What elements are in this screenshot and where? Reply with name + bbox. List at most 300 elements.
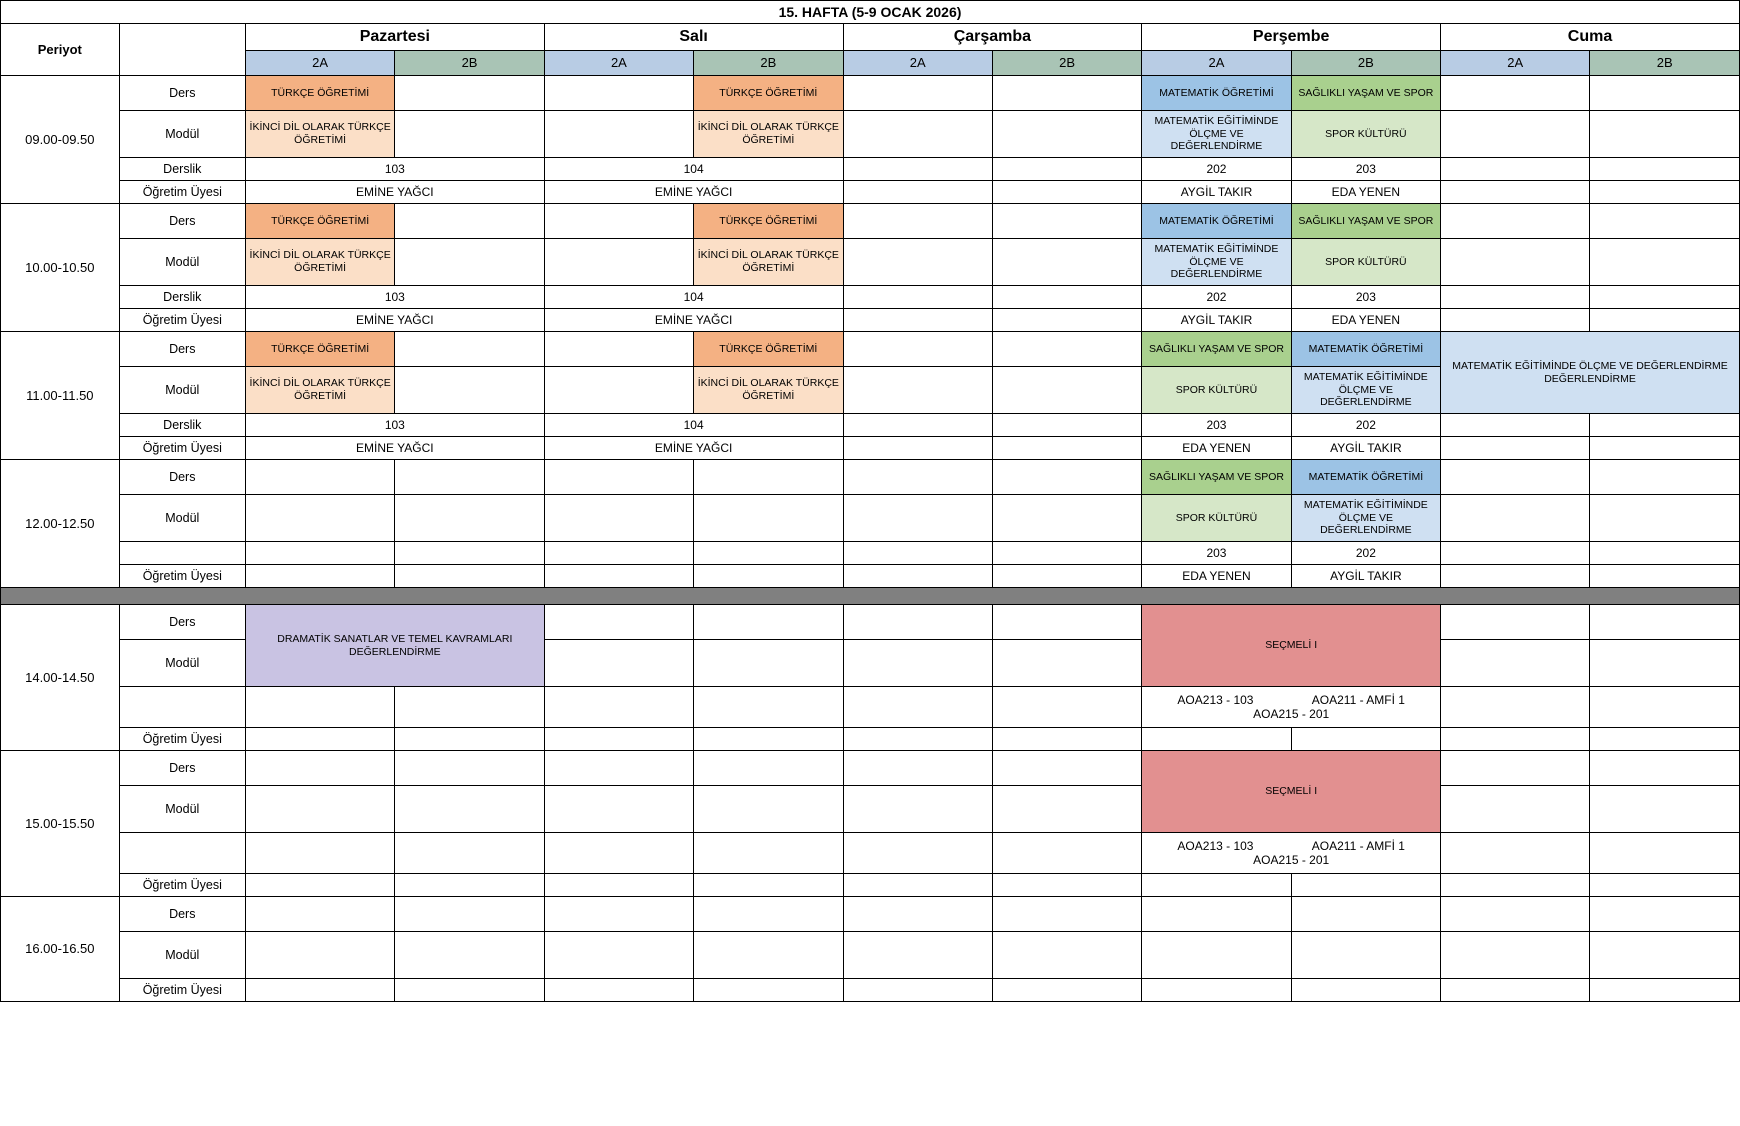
cell-fri2b-derslik-0900	[1590, 158, 1740, 181]
cell-tue2b-modul-1000: İKİNCİ DİL OLARAK TÜRKÇE ÖĞRETİMİ	[694, 239, 843, 286]
cell-wed2b-derslik-1500	[992, 833, 1141, 874]
cell-tue2a-modul-1600	[544, 932, 693, 979]
cell-fri2b-ders-0900	[1590, 76, 1740, 111]
cell-fri2a-ders-1200	[1441, 460, 1590, 495]
cell-thu2b-ogretim-1200: AYGİL TAKIR	[1291, 565, 1440, 588]
cell-mon2b-modul-1000	[395, 239, 544, 286]
slot-0900-derslik-row	[1, 158, 1740, 181]
cell-tue2b-modul-1600	[694, 932, 843, 979]
cell-fri2b-modul-0900	[1590, 111, 1740, 158]
slot-1500-ogretim-row	[1, 874, 1740, 897]
cell-tue2b-ders-1200	[694, 460, 843, 495]
cell-wed2a-ogretim-0900	[843, 181, 992, 204]
rowlabel-ders: Ders	[119, 332, 245, 367]
cell-fri2b-derslik-1400	[1590, 687, 1740, 728]
cell-wed2a-ders-1200	[843, 460, 992, 495]
code-aoa211-1400: AOA211 - AMFİ 1	[1311, 692, 1405, 707]
slot-1100-ders-row	[1, 332, 1740, 367]
rowlabel-derslik: Derslik	[119, 158, 245, 181]
time-label-1600: 16.00-16.50	[1, 897, 120, 1002]
day-header-persembe: Perşembe	[1142, 24, 1441, 51]
cell-wed2a-modul-1100	[843, 367, 992, 414]
slot-0900-ders-row	[1, 76, 1740, 111]
cell-thu2b-ders-1100: MATEMATİK ÖĞRETİMİ	[1291, 332, 1440, 367]
cell-tue2b-ogretim-1500	[694, 874, 843, 897]
rowlabel-ders: Ders	[119, 460, 245, 495]
cell-wed2a-ogretim-1400	[843, 728, 992, 751]
cell-thu2b-ders-1000: SAĞLIKLI YAŞAM VE SPOR	[1291, 204, 1440, 239]
cell-tue2a-ogretim-1600	[544, 979, 693, 1002]
cell-fri2a-modul-1500	[1441, 786, 1590, 833]
rowlabel-modul: Modül	[119, 367, 245, 414]
page-title: 15. HAFTA (5-9 OCAK 2026)	[1, 1, 1740, 24]
cell-thu2a-ogretim-1500	[1142, 874, 1291, 897]
cell-thu2a-modul-1100: SPOR KÜLTÜRÜ	[1142, 367, 1291, 414]
cell-thu2b-ders-1600	[1291, 897, 1440, 932]
cell-thu2b-ogretim-0900: EDA YENEN	[1291, 181, 1440, 204]
slot-1400-ders-row	[1, 605, 1740, 640]
rowlabel-empty-1400	[119, 687, 245, 728]
cell-mon2b-modul-1200	[395, 495, 544, 542]
cell-tue2a-modul-1200	[544, 495, 693, 542]
cell-thu-ders-1400: SEÇMELİ I	[1142, 605, 1441, 687]
cell-tue2b-ders-1000: TÜRKÇE ÖĞRETİMİ	[694, 204, 843, 239]
cell-fri2a-derslik-1100	[1441, 414, 1590, 437]
cell-thu2b-modul-1000: SPOR KÜLTÜRÜ	[1291, 239, 1440, 286]
cell-wed2b-ogretim-1200	[992, 565, 1141, 588]
rowlabel-ders: Ders	[119, 897, 245, 932]
slot-1400-ogretim-row	[1, 728, 1740, 751]
cell-thu2a-ogretim-1200: EDA YENEN	[1142, 565, 1291, 588]
cell-mon-ogretim-1100: EMİNE YAĞCI	[245, 437, 544, 460]
cell-mon2a-modul-0900: İKİNCİ DİL OLARAK TÜRKÇE ÖĞRETİMİ	[245, 111, 394, 158]
cell-fri2b-derslik-1200	[1590, 542, 1740, 565]
cell-wed2a-ogretim-1600	[843, 979, 992, 1002]
cell-wed2a-modul-1500	[843, 786, 992, 833]
cell-wed2b-modul-1600	[992, 932, 1141, 979]
cell-wed2a-derslik-1400	[843, 687, 992, 728]
cell-fri2a-ogretim-0900	[1441, 181, 1590, 204]
cell-thu2b-derslik-1000: 203	[1291, 286, 1440, 309]
slot-1200-ders-row	[1, 460, 1740, 495]
slot-0900-modul-row	[1, 111, 1740, 158]
cell-wed2b-ogretim-1000	[992, 309, 1141, 332]
rowlabel-ders: Ders	[119, 605, 245, 640]
rowlabel-empty-1500	[119, 833, 245, 874]
cell-wed2b-ders-1000	[992, 204, 1141, 239]
cell-thu2b-derslik-0900: 203	[1291, 158, 1440, 181]
slot-1000-ders-row	[1, 204, 1740, 239]
cell-tue-ogretim-1100: EMİNE YAĞCI	[544, 437, 843, 460]
cell-wed2a-ders-1500	[843, 751, 992, 786]
cell-fri2b-modul-1500	[1590, 786, 1740, 833]
cell-wed2a-derslik-0900	[843, 158, 992, 181]
cell-tue-ogretim-0900: EMİNE YAĞCI	[544, 181, 843, 204]
cell-mon2b-ders-1100	[395, 332, 544, 367]
cell-mon2b-ders-1600	[395, 897, 544, 932]
cell-tue2a-ogretim-1400	[544, 728, 693, 751]
slot-1100-ogretim-row	[1, 437, 1740, 460]
cell-wed2a-derslik-1500	[843, 833, 992, 874]
cell-tue2a-ders-1100	[544, 332, 693, 367]
cell-mon2a-ogretim-1600	[245, 979, 394, 1002]
cell-mon2a-ders-0900: TÜRKÇE ÖĞRETİMİ	[245, 76, 394, 111]
cell-thu2a-modul-1600	[1142, 932, 1291, 979]
slot-1200-derslik-row	[1, 542, 1740, 565]
day-header-cuma: Cuma	[1441, 24, 1740, 51]
cell-tue2a-ders-1000	[544, 204, 693, 239]
time-label-1100: 11.00-11.50	[1, 332, 120, 460]
cell-tue2a-modul-1000	[544, 239, 693, 286]
periyot-header: Periyot	[1, 24, 120, 76]
cell-fri2b-modul-1000	[1590, 239, 1740, 286]
cell-tue2b-modul-1500	[694, 786, 843, 833]
cell-mon-derslik-0900: 103	[245, 158, 544, 181]
cell-thu-codes-1500	[1142, 833, 1441, 874]
cell-mon2a-derslik-1200	[245, 542, 394, 565]
cell-mon2a-modul-1500	[245, 786, 394, 833]
cell-mon2b-derslik-1200	[395, 542, 544, 565]
slot-1100-derslik-row	[1, 414, 1740, 437]
title-row	[1, 1, 1740, 24]
cell-wed2a-derslik-1100	[843, 414, 992, 437]
cell-wed2b-ogretim-1500	[992, 874, 1141, 897]
cell-thu2a-derslik-1000: 202	[1142, 286, 1291, 309]
cell-tue2b-derslik-1200	[694, 542, 843, 565]
cell-mon-derslik-1100: 103	[245, 414, 544, 437]
cell-wed2a-ders-1400	[843, 605, 992, 640]
slot-1000-modul-row	[1, 239, 1740, 286]
cell-thu2b-modul-1200: MATEMATİK EĞİTİMİNDE ÖLÇME VE DEĞERLENDİRME	[1291, 495, 1440, 542]
code-aoa215-1400: AOA215 - 201	[1253, 707, 1330, 721]
cell-fri2a-modul-1400	[1441, 640, 1590, 687]
cell-tue2a-modul-1100	[544, 367, 693, 414]
cell-tue2b-ders-1400	[694, 605, 843, 640]
cell-mon2a-ogretim-1400	[245, 728, 394, 751]
cell-thu2a-ders-1600	[1142, 897, 1291, 932]
slot-0900-ogretim-row	[1, 181, 1740, 204]
rowlabel-ogretim: Öğretim Üyesi	[119, 437, 245, 460]
cell-wed2b-ogretim-1400	[992, 728, 1141, 751]
cell-thu2a-derslik-0900: 202	[1142, 158, 1291, 181]
cell-tue2a-ders-1600	[544, 897, 693, 932]
cell-fri2b-modul-1400	[1590, 640, 1740, 687]
section-header-carsamba-2a: 2A	[843, 51, 992, 76]
lunch-separator-row	[1, 588, 1740, 605]
day-header-pazartesi: Pazartesi	[245, 24, 544, 51]
slot-1200-modul-row	[1, 495, 1740, 542]
cell-fri2b-ders-1000	[1590, 204, 1740, 239]
cell-tue2a-derslik-1500	[544, 833, 693, 874]
cell-fri2a-ogretim-1600	[1441, 979, 1590, 1002]
section-header-sali-2a: 2A	[544, 51, 693, 76]
cell-wed2b-derslik-1000	[992, 286, 1141, 309]
cell-wed2b-ogretim-1100	[992, 437, 1141, 460]
cell-tue2a-ders-1500	[544, 751, 693, 786]
cell-tue2b-ders-1600	[694, 897, 843, 932]
cell-tue-ogretim-1000: EMİNE YAĞCI	[544, 309, 843, 332]
rowlabel-ogretim: Öğretim Üyesi	[119, 979, 245, 1002]
cell-mon2b-ders-0900	[395, 76, 544, 111]
time-label-1400: 14.00-14.50	[1, 605, 120, 751]
cell-wed2b-ders-1600	[992, 897, 1141, 932]
cell-wed2b-ders-0900	[992, 76, 1141, 111]
cell-fri2a-ders-1000	[1441, 204, 1590, 239]
cell-thu2a-ogretim-1400	[1142, 728, 1291, 751]
slot-1000-derslik-row	[1, 286, 1740, 309]
cell-tue-derslik-1100: 104	[544, 414, 843, 437]
cell-thu-ders-1500: SEÇMELİ I	[1142, 751, 1441, 833]
cell-fri2a-ders-1600	[1441, 897, 1590, 932]
rowlabel-ders: Ders	[119, 204, 245, 239]
cell-fri2b-ders-1200	[1590, 460, 1740, 495]
cell-fri2a-ogretim-1400	[1441, 728, 1590, 751]
cell-fri2a-derslik-1500	[1441, 833, 1590, 874]
cell-mon2a-ders-1200	[245, 460, 394, 495]
cell-thu2b-ogretim-1100: AYGİL TAKIR	[1291, 437, 1440, 460]
cell-fri2a-ogretim-1100	[1441, 437, 1590, 460]
day-header-sali: Salı	[544, 24, 843, 51]
cell-fri2b-ogretim-1400	[1590, 728, 1740, 751]
cell-fri-ders-1100: MATEMATİK EĞİTİMİNDE ÖLÇME VE DEĞERLENDİRME DEĞERLENDİRME	[1441, 332, 1740, 414]
cell-wed2b-modul-0900	[992, 111, 1141, 158]
cell-thu2a-modul-0900: MATEMATİK EĞİTİMİNDE ÖLÇME VE DEĞERLENDİRME	[1142, 111, 1291, 158]
cell-wed2a-modul-1000	[843, 239, 992, 286]
cell-mon-ogretim-0900: EMİNE YAĞCI	[245, 181, 544, 204]
cell-thu2a-derslik-1200: 203	[1142, 542, 1291, 565]
cell-thu2b-ogretim-1500	[1291, 874, 1440, 897]
rowlabel-modul: Modül	[119, 239, 245, 286]
cell-mon2b-ogretim-1500	[395, 874, 544, 897]
cell-mon2a-ders-1500	[245, 751, 394, 786]
cell-wed2b-modul-1200	[992, 495, 1141, 542]
cell-mon2b-modul-1600	[395, 932, 544, 979]
rowlabel-modul: Modül	[119, 786, 245, 833]
cell-tue2a-derslik-1200	[544, 542, 693, 565]
cell-fri2a-ogretim-1000	[1441, 309, 1590, 332]
cell-thu2a-ogretim-1000: AYGİL TAKIR	[1142, 309, 1291, 332]
cell-thu2b-derslik-1100: 202	[1291, 414, 1440, 437]
cell-wed2a-modul-1400	[843, 640, 992, 687]
rowlabel-modul: Modül	[119, 495, 245, 542]
cell-tue2b-ogretim-1600	[694, 979, 843, 1002]
cell-mon2a-modul-1600	[245, 932, 394, 979]
rowlabel-ogretim: Öğretim Üyesi	[119, 565, 245, 588]
rowlabel-modul: Modül	[119, 640, 245, 687]
cell-wed2b-modul-1400	[992, 640, 1141, 687]
time-label-1000: 10.00-10.50	[1, 204, 120, 332]
cell-wed2a-ogretim-1500	[843, 874, 992, 897]
rowlabel-ogretim: Öğretim Üyesi	[119, 309, 245, 332]
cell-wed2b-ogretim-0900	[992, 181, 1141, 204]
cell-thu2a-modul-1200: SPOR KÜLTÜRÜ	[1142, 495, 1291, 542]
cell-thu2b-derslik-1200: 202	[1291, 542, 1440, 565]
code-aoa211-1500: AOA211 - AMFİ 1	[1311, 838, 1405, 853]
slot-1400-derslik-row	[1, 687, 1740, 728]
cell-wed2a-modul-0900	[843, 111, 992, 158]
cell-thu2a-ders-1200: SAĞLIKLI YAŞAM VE SPOR	[1142, 460, 1291, 495]
rowlabel-modul: Modül	[119, 932, 245, 979]
rowlabel-modul: Modül	[119, 111, 245, 158]
cell-tue2a-modul-1500	[544, 786, 693, 833]
time-label-0900: 09.00-09.50	[1, 76, 120, 204]
rowlabel-ogretim: Öğretim Üyesi	[119, 728, 245, 751]
cell-thu2b-modul-1100: MATEMATİK EĞİTİMİNDE ÖLÇME VE DEĞERLENDİRME	[1291, 367, 1440, 414]
cell-wed2b-modul-1500	[992, 786, 1141, 833]
cell-wed2a-modul-1600	[843, 932, 992, 979]
cell-thu2b-ogretim-1000: EDA YENEN	[1291, 309, 1440, 332]
cell-tue2b-modul-1400	[694, 640, 843, 687]
cell-mon-ogretim-1000: EMİNE YAĞCI	[245, 309, 544, 332]
cell-fri2b-derslik-1100	[1590, 414, 1740, 437]
cell-tue2a-ogretim-1200	[544, 565, 693, 588]
cell-thu2a-modul-1000: MATEMATİK EĞİTİMİNDE ÖLÇME VE DEĞERLENDİRME	[1142, 239, 1291, 286]
cell-mon2b-derslik-1500	[395, 833, 544, 874]
slot-1500-ders-row	[1, 751, 1740, 786]
cell-tue2b-modul-1200	[694, 495, 843, 542]
cell-wed2b-ders-1200	[992, 460, 1141, 495]
section-header-cuma-2a: 2A	[1441, 51, 1590, 76]
rowlabel-derslik: Derslik	[119, 414, 245, 437]
cell-fri2a-ders-1500	[1441, 751, 1590, 786]
cell-fri2b-ogretim-1000	[1590, 309, 1740, 332]
cell-wed2a-ogretim-1100	[843, 437, 992, 460]
section-header-persembe-2b: 2B	[1291, 51, 1440, 76]
cell-fri2a-ders-1400	[1441, 605, 1590, 640]
cell-mon2a-modul-1100: İKİNCİ DİL OLARAK TÜRKÇE ÖĞRETİMİ	[245, 367, 394, 414]
cell-tue2b-modul-1100: İKİNCİ DİL OLARAK TÜRKÇE ÖĞRETİMİ	[694, 367, 843, 414]
cell-fri2b-derslik-1000	[1590, 286, 1740, 309]
cell-wed2b-modul-1000	[992, 239, 1141, 286]
cell-wed2a-ders-1600	[843, 897, 992, 932]
cell-wed2a-derslik-1200	[843, 542, 992, 565]
cell-mon2a-ogretim-1200	[245, 565, 394, 588]
cell-tue2b-ogretim-1400	[694, 728, 843, 751]
cell-fri2b-ders-1500	[1590, 751, 1740, 786]
slot-1200-ogretim-row	[1, 565, 1740, 588]
section-header-pazartesi-2a: 2A	[245, 51, 394, 76]
cell-tue2b-ders-0900: TÜRKÇE ÖĞRETİMİ	[694, 76, 843, 111]
cell-tue2b-modul-0900: İKİNCİ DİL OLARAK TÜRKÇE ÖĞRETİMİ	[694, 111, 843, 158]
cell-mon2b-derslik-1400	[395, 687, 544, 728]
cell-thu2b-ogretim-1400	[1291, 728, 1440, 751]
cell-wed2a-ogretim-1000	[843, 309, 992, 332]
rowlabel-ders: Ders	[119, 76, 245, 111]
cell-fri2b-ogretim-1100	[1590, 437, 1740, 460]
cell-tue2b-ogretim-1200	[694, 565, 843, 588]
cell-fri2a-ogretim-1500	[1441, 874, 1590, 897]
cell-fri2b-modul-1200	[1590, 495, 1740, 542]
cell-tue2a-derslik-1400	[544, 687, 693, 728]
slot-1500-modul-row	[1, 786, 1740, 833]
cell-fri2b-ogretim-1200	[1590, 565, 1740, 588]
rowlabel-ogretim: Öğretim Üyesi	[119, 874, 245, 897]
cell-thu2a-ders-0900: MATEMATİK ÖĞRETİMİ	[1142, 76, 1291, 111]
cell-wed2b-derslik-1200	[992, 542, 1141, 565]
cell-mon2a-ders-1600	[245, 897, 394, 932]
section-header-carsamba-2b: 2B	[992, 51, 1141, 76]
cell-thu2b-ders-1200: MATEMATİK ÖĞRETİMİ	[1291, 460, 1440, 495]
cell-wed2b-ders-1100	[992, 332, 1141, 367]
cell-fri2a-modul-1200	[1441, 495, 1590, 542]
cell-fri2b-ogretim-0900	[1590, 181, 1740, 204]
cell-wed2a-ders-1000	[843, 204, 992, 239]
slot-1600-ogretim-row	[1, 979, 1740, 1002]
section-header-row	[1, 51, 1740, 76]
cell-wed2b-modul-1100	[992, 367, 1141, 414]
cell-mon2a-modul-1000: İKİNCİ DİL OLARAK TÜRKÇE ÖĞRETİMİ	[245, 239, 394, 286]
cell-fri2b-ders-1600	[1590, 897, 1740, 932]
slot-1000-ogretim-row	[1, 309, 1740, 332]
code-aoa215-1500: AOA215 - 201	[1253, 853, 1330, 867]
cell-wed2a-ders-0900	[843, 76, 992, 111]
cell-thu2b-modul-1600	[1291, 932, 1440, 979]
cell-fri2a-modul-1000	[1441, 239, 1590, 286]
slot-1500-derslik-row	[1, 833, 1740, 874]
cell-mon2b-ders-1000	[395, 204, 544, 239]
cell-fri2b-derslik-1500	[1590, 833, 1740, 874]
cell-mon2b-modul-1100	[395, 367, 544, 414]
day-header-carsamba: Çarşamba	[843, 24, 1142, 51]
cell-fri2a-ogretim-1200	[1441, 565, 1590, 588]
rowlabel-derslik: Derslik	[119, 286, 245, 309]
day-header-row	[1, 24, 1740, 51]
cell-fri2b-ogretim-1500	[1590, 874, 1740, 897]
rowlabel-empty-1200	[119, 542, 245, 565]
slot-1600-ders-row	[1, 897, 1740, 932]
cell-fri2a-modul-1600	[1441, 932, 1590, 979]
section-header-persembe-2a: 2A	[1142, 51, 1291, 76]
cell-tue2a-ders-1200	[544, 460, 693, 495]
cell-thu2b-ders-0900: SAĞLIKLI YAŞAM VE SPOR	[1291, 76, 1440, 111]
cell-wed2a-modul-1200	[843, 495, 992, 542]
cell-wed2a-ogretim-1200	[843, 565, 992, 588]
cell-wed2b-ders-1500	[992, 751, 1141, 786]
cell-mon2b-modul-1500	[395, 786, 544, 833]
cell-fri2b-ogretim-1600	[1590, 979, 1740, 1002]
cell-wed2b-derslik-0900	[992, 158, 1141, 181]
code-aoa213-1500: AOA213 - 103	[1177, 838, 1254, 853]
code-aoa213-1400: AOA213 - 103	[1177, 692, 1254, 707]
cell-tue2a-modul-0900	[544, 111, 693, 158]
cell-tue2a-ogretim-1500	[544, 874, 693, 897]
cell-fri2b-ders-1400	[1590, 605, 1740, 640]
cell-thu2a-derslik-1100: 203	[1142, 414, 1291, 437]
cell-mon2b-ogretim-1600	[395, 979, 544, 1002]
section-header-sali-2b: 2B	[694, 51, 843, 76]
cell-tue2b-ders-1100: TÜRKÇE ÖĞRETİMİ	[694, 332, 843, 367]
rowlabel-ders: Ders	[119, 751, 245, 786]
cell-wed2b-derslik-1400	[992, 687, 1141, 728]
cell-wed2a-derslik-1000	[843, 286, 992, 309]
cell-tue-derslik-0900: 104	[544, 158, 843, 181]
section-header-cuma-2b: 2B	[1590, 51, 1740, 76]
cell-mon-derslik-1000: 103	[245, 286, 544, 309]
cell-mon2a-ders-1100: TÜRKÇE ÖĞRETİMİ	[245, 332, 394, 367]
cell-tue2b-ders-1500	[694, 751, 843, 786]
cell-mon2a-ders-1000: TÜRKÇE ÖĞRETİMİ	[245, 204, 394, 239]
cell-wed2b-derslik-1100	[992, 414, 1141, 437]
cell-tue-derslik-1000: 104	[544, 286, 843, 309]
lunch-separator	[1, 588, 1740, 605]
cell-fri2a-ders-0900	[1441, 76, 1590, 111]
cell-fri2a-modul-0900	[1441, 111, 1590, 158]
cell-mon2b-modul-0900	[395, 111, 544, 158]
cell-wed2a-ders-1100	[843, 332, 992, 367]
cell-mon2b-ders-1200	[395, 460, 544, 495]
cell-wed2b-ogretim-1600	[992, 979, 1141, 1002]
cell-thu-codes-1400	[1142, 687, 1441, 728]
